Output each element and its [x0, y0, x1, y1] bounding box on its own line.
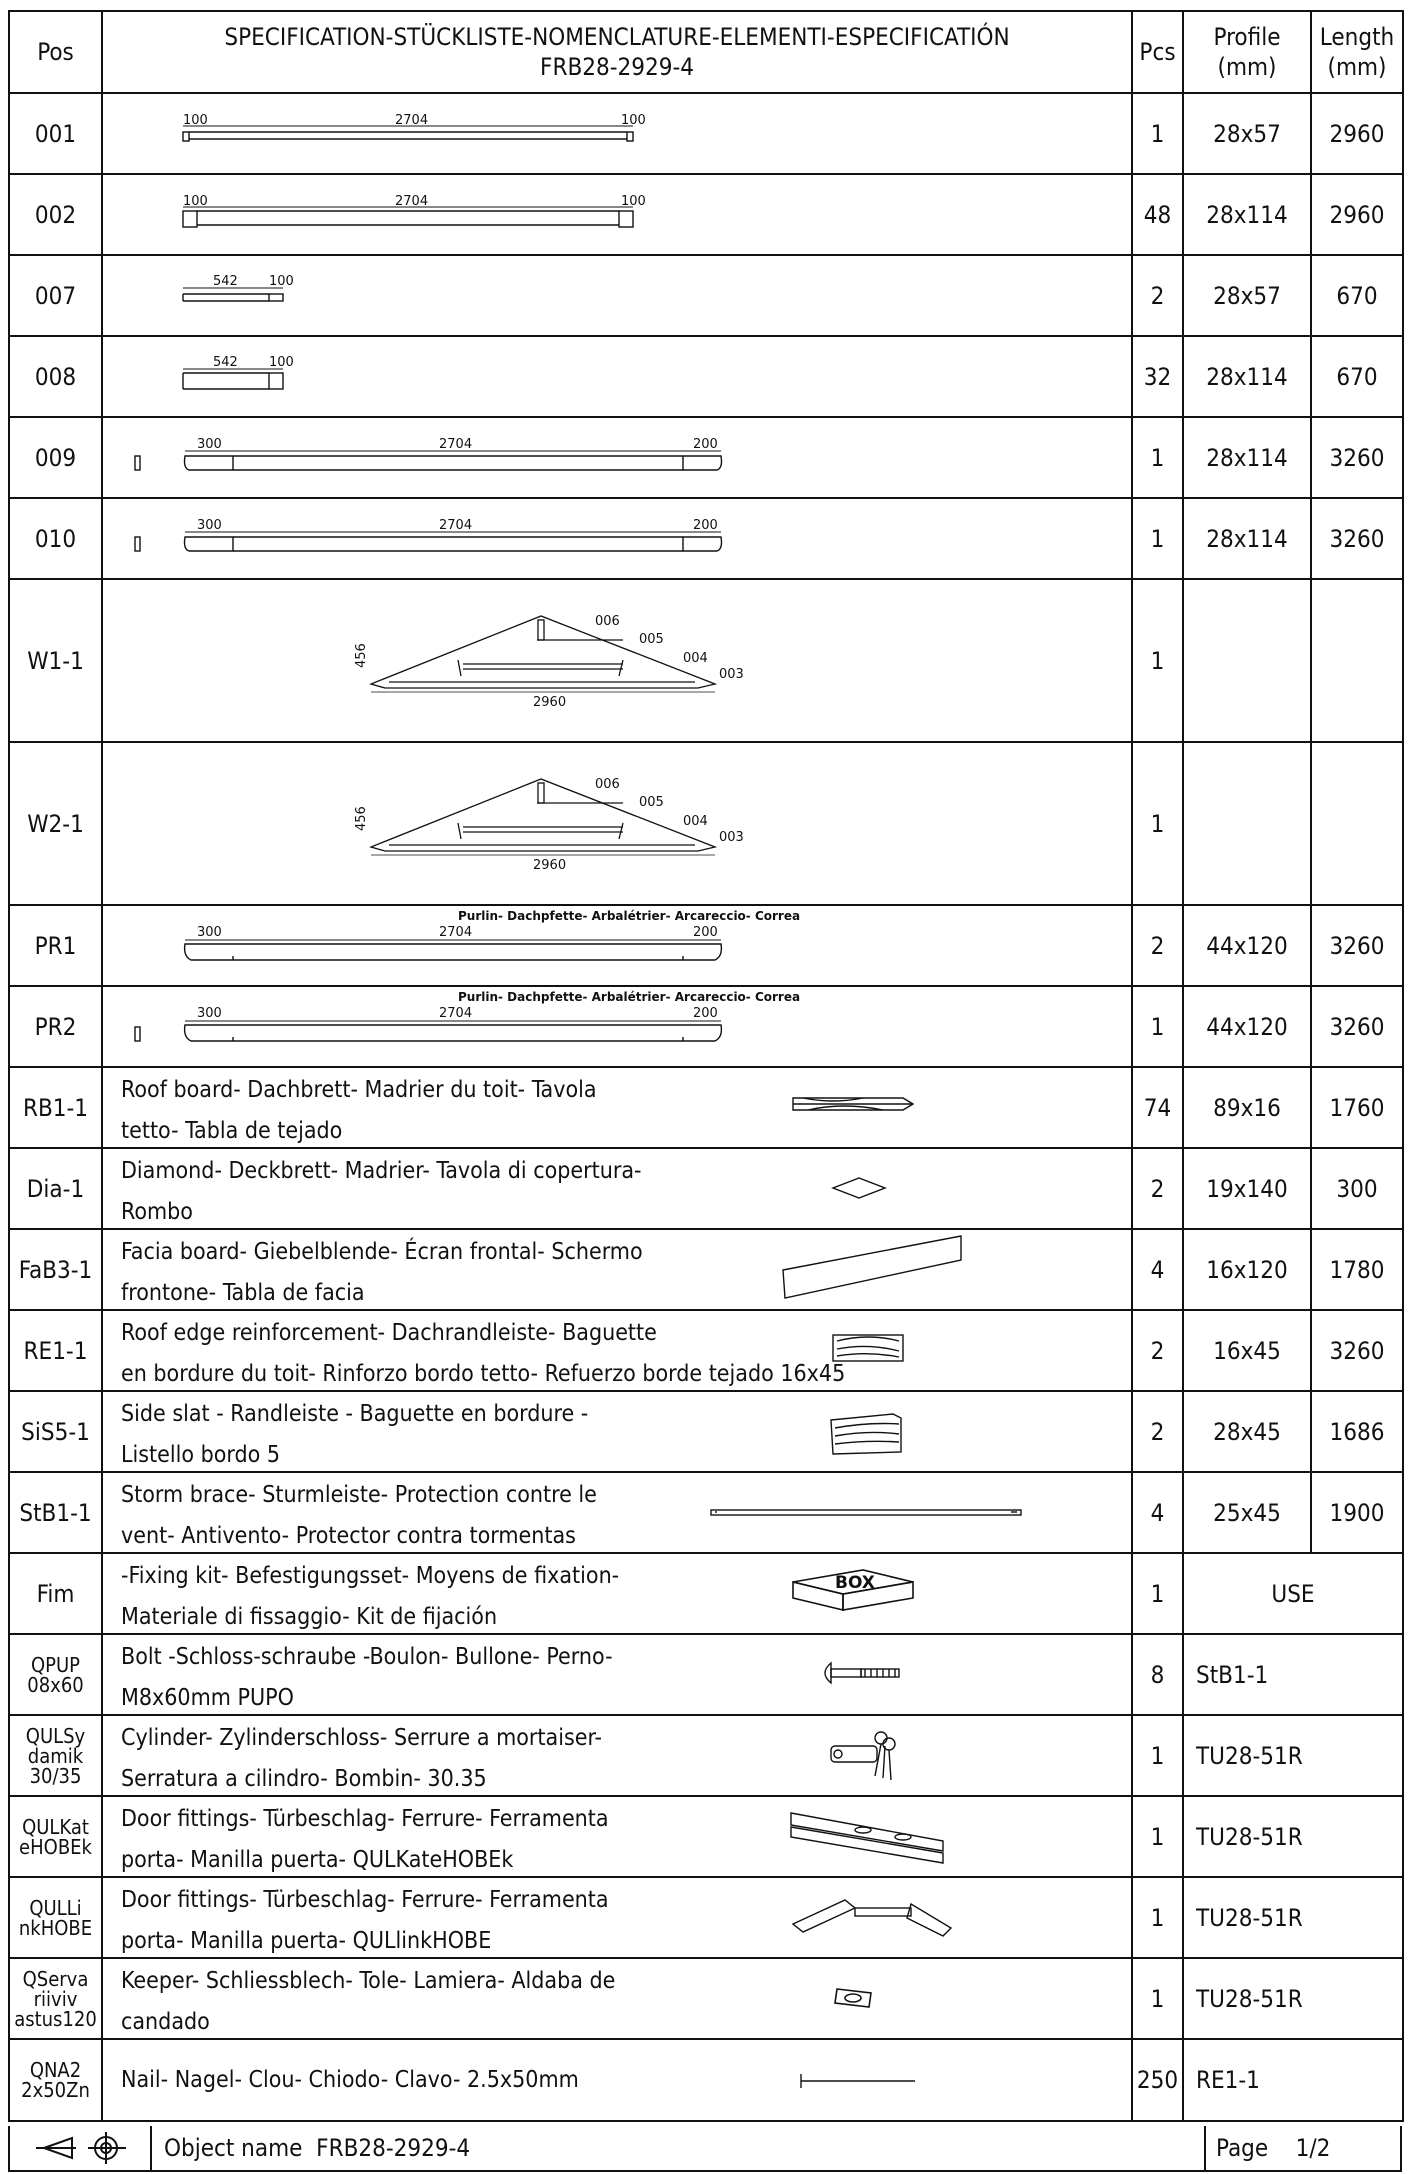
- dim-label: 2704: [439, 925, 473, 940]
- table-row: [9, 579, 1403, 742]
- dim-label: 300: [197, 1006, 222, 1021]
- use-cell: TU28-51R: [1183, 1877, 1403, 1958]
- truss-drawing: [103, 743, 1133, 906]
- pos-cell: 010: [9, 498, 102, 579]
- dim-label: 300: [197, 437, 222, 452]
- page-indicator: [1216, 2128, 1330, 2168]
- pos-cell: RB1-1: [9, 1067, 102, 1148]
- page-value: 1/2: [1295, 2134, 1331, 2162]
- part-label: 004: [683, 651, 708, 666]
- dim-label: 200: [693, 1006, 718, 1021]
- pos-cell: 001: [9, 93, 102, 174]
- pos-cell: 002: [9, 174, 102, 255]
- dim-label: 100: [183, 194, 208, 209]
- description-line: Side slat - Randleiste - Baguette en bordure -: [121, 1401, 589, 1427]
- description-line: Facia board- Giebelblende- Écran frontal- Schermo: [121, 1239, 643, 1265]
- board-drawing: [103, 337, 1133, 418]
- pcs-cell: 1: [1132, 986, 1183, 1067]
- purlin-caption: Purlin- Dachpfette- Arbalétrier- Arcareccio- Correa: [458, 909, 801, 923]
- pcs-cell: 2: [1132, 1391, 1183, 1472]
- pcs-cell: 1: [1132, 1796, 1183, 1877]
- purlin-caption: Purlin- Dachpfette- Arbalétrier- Arcareccio- Correa: [458, 990, 801, 1004]
- pcs-cell: 4: [1132, 1229, 1183, 1310]
- door-plate-icon: [103, 1797, 1133, 1878]
- description-line: en bordure du toit- Rinforzo bordo tetto- Refuerzo borde tejado 16x45: [121, 1361, 846, 1387]
- footer-divider: [1204, 2126, 1206, 2170]
- description-line: tetto- Tabla de tejado: [121, 1118, 343, 1144]
- dim-label: 542: [213, 355, 238, 370]
- dim-label: 200: [693, 437, 718, 452]
- dim-label: 2704: [439, 1006, 473, 1021]
- pos-cell: QPUP 08x60: [9, 1634, 102, 1715]
- use-cell: RE1-1: [1183, 2039, 1403, 2121]
- part-drawing: [102, 1067, 1132, 1148]
- pcs-cell: 1: [1132, 742, 1183, 905]
- purlin-drawing: [103, 987, 1133, 1068]
- table-row: [9, 417, 1403, 498]
- length-cell: 1900: [1311, 1472, 1403, 1553]
- length-cell: 3260: [1311, 905, 1403, 986]
- height-label: 456: [354, 806, 369, 831]
- dim-label: 100: [621, 194, 646, 209]
- dim-label: 100: [269, 355, 294, 370]
- part-label: 004: [683, 814, 708, 829]
- box-icon: [103, 1554, 1133, 1635]
- description-line: porta- Manilla puerta- QULKateHOBEk: [121, 1847, 514, 1873]
- description-line: porta- Manilla puerta- QULlinkHOBE: [121, 1928, 492, 1954]
- use-cell: TU28-51R: [1183, 1958, 1403, 2039]
- length-cell: 670: [1311, 255, 1403, 336]
- part-drawing: [102, 93, 1132, 174]
- part-drawing: [102, 1553, 1132, 1634]
- header-row: [9, 11, 1403, 93]
- length-cell: 3260: [1311, 986, 1403, 1067]
- part-label: 005: [639, 632, 664, 647]
- dim-label: 542: [213, 274, 238, 289]
- part-drawing: [102, 1715, 1132, 1796]
- edge-reinforcement-icon: [103, 1311, 1133, 1392]
- table-row: [9, 1796, 1403, 1877]
- table-row: [9, 93, 1403, 174]
- description-line: Door fittings- Türbeschlag- Ferrure- Ferramenta: [121, 1806, 609, 1832]
- part-label: 006: [595, 777, 620, 792]
- purlin-drawing: [103, 906, 1133, 987]
- description-line: Keeper- Schliessblech- Tole- Lamiera- Aldaba de: [121, 1968, 616, 1994]
- dim-label: 100: [183, 113, 208, 128]
- board-drawing: [103, 418, 1133, 499]
- profile-cell: 28x57: [1183, 93, 1311, 174]
- table-row: [9, 1148, 1403, 1229]
- part-drawing: [102, 1958, 1132, 2039]
- pos-cell: PR2: [9, 986, 102, 1067]
- profile-unit: (mm): [1217, 53, 1277, 81]
- height-label: 456: [354, 643, 369, 668]
- nail-icon: [103, 2040, 1133, 2122]
- table-row: [9, 905, 1403, 986]
- table-row: [9, 1877, 1403, 1958]
- pcs-cell: 2: [1132, 1310, 1183, 1391]
- use-cell: TU28-51R: [1183, 1796, 1403, 1877]
- door-handle-icon: [103, 1878, 1133, 1959]
- table-row: [9, 1715, 1403, 1796]
- pcs-cell: 8: [1132, 1634, 1183, 1715]
- profile-label: Profile: [1213, 23, 1281, 51]
- part-drawing: [102, 1148, 1132, 1229]
- part-drawing: [102, 1472, 1132, 1553]
- table-row: [9, 1067, 1403, 1148]
- profile-cell: [1183, 742, 1311, 905]
- projection-symbol: [10, 2126, 152, 2170]
- table-row: [9, 1634, 1403, 1715]
- pos-cell: QULLi nkHOBE: [9, 1877, 102, 1958]
- part-drawing: [102, 1310, 1132, 1391]
- profile-cell: 44x120: [1183, 986, 1311, 1067]
- bolt-icon: [103, 1635, 1133, 1716]
- box-label: BOX: [835, 1573, 875, 1593]
- pcs-cell: 1: [1132, 1877, 1183, 1958]
- pcs-cell: 1: [1132, 498, 1183, 579]
- pcs-cell: 2: [1132, 905, 1183, 986]
- dim-label: 300: [197, 925, 222, 940]
- length-cell: [1311, 579, 1403, 742]
- part-drawing: [102, 1391, 1132, 1472]
- description-line: Door fittings- Türbeschlag- Ferrure- Ferramenta: [121, 1887, 609, 1913]
- profile-cell: 89x16: [1183, 1067, 1311, 1148]
- object-name-value: FRB28-2929-4: [316, 2134, 471, 2162]
- length-label: Length: [1319, 23, 1395, 51]
- pcs-cell: 1: [1132, 1958, 1183, 2039]
- profile-cell: 16x45: [1183, 1310, 1311, 1391]
- pcs-cell: 1: [1132, 1715, 1183, 1796]
- length-cell: 300: [1311, 1148, 1403, 1229]
- part-drawing: [102, 417, 1132, 498]
- profile-cell: 28x114: [1183, 174, 1311, 255]
- pcs-cell: 1: [1132, 417, 1183, 498]
- length-cell: 2960: [1311, 174, 1403, 255]
- dim-label: 100: [269, 274, 294, 289]
- pcs-cell: 1: [1132, 1553, 1183, 1634]
- table-row: [9, 174, 1403, 255]
- page-label: Page: [1216, 2134, 1269, 2162]
- length-cell: 2960: [1311, 93, 1403, 174]
- dim-label: 200: [693, 518, 718, 533]
- profile-cell: 28x45: [1183, 1391, 1311, 1472]
- span-label: 2960: [533, 858, 567, 873]
- table-row: [9, 2039, 1403, 2121]
- pcs-header: Pcs: [1132, 11, 1183, 93]
- pcs-cell: 1: [1132, 579, 1183, 742]
- pos-cell: W2-1: [9, 742, 102, 905]
- profile-cell: 19x140: [1183, 1148, 1311, 1229]
- pcs-cell: 32: [1132, 336, 1183, 417]
- length-cell: 3260: [1311, 417, 1403, 498]
- truss-drawing: [103, 580, 1133, 743]
- pos-cell: Fim: [9, 1553, 102, 1634]
- pos-cell: StB1-1: [9, 1472, 102, 1553]
- pos-cell: QServa riiviv astus120: [9, 1958, 102, 2039]
- part-label: 003: [719, 830, 744, 845]
- table-row: [9, 498, 1403, 579]
- part-drawing: [102, 579, 1132, 742]
- dim-label: 2704: [395, 113, 429, 128]
- part-drawing: [102, 2039, 1132, 2121]
- pcs-cell: 2: [1132, 255, 1183, 336]
- table-row: [9, 986, 1403, 1067]
- description-line: candado: [121, 2009, 210, 2035]
- part-drawing: [102, 336, 1132, 417]
- pos-header: Pos: [9, 11, 102, 93]
- description-line: Nail- Nagel- Clou- Chiodo- Clavo- 2.5x50mm: [121, 2067, 579, 2093]
- pcs-cell: 2: [1132, 1148, 1183, 1229]
- pcs-cell: 48: [1132, 174, 1183, 255]
- table-row: [9, 336, 1403, 417]
- part-label: 003: [719, 667, 744, 682]
- table-row: [9, 1958, 1403, 2039]
- pos-cell: QNA2 2x50Zn: [9, 2039, 102, 2121]
- table-row: [9, 1472, 1403, 1553]
- length-cell: 3260: [1311, 498, 1403, 579]
- part-drawing: [102, 742, 1132, 905]
- part-drawing: [102, 1877, 1132, 1958]
- projection-icon: [10, 2126, 150, 2170]
- part-drawing: [102, 498, 1132, 579]
- description-line: Listello bordo 5: [121, 1442, 281, 1468]
- part-drawing: [102, 1796, 1132, 1877]
- pcs-cell: 250: [1132, 2039, 1183, 2121]
- profile-cell: [1183, 579, 1311, 742]
- length-cell: 1686: [1311, 1391, 1403, 1472]
- description-line: Diamond- Deckbrett- Madrier- Tavola di copertura-: [121, 1158, 642, 1184]
- pos-cell: FaB3-1: [9, 1229, 102, 1310]
- length-cell: 1780: [1311, 1229, 1403, 1310]
- storm-brace-icon: [103, 1473, 1133, 1554]
- pos-cell: RE1-1: [9, 1310, 102, 1391]
- description-line: Materiale di fissaggio- Kit de fijación: [121, 1604, 498, 1630]
- part-drawing: [102, 174, 1132, 255]
- pos-cell: 008: [9, 336, 102, 417]
- part-drawing: [102, 255, 1132, 336]
- table-row: [9, 1229, 1403, 1310]
- dim-label: 300: [197, 518, 222, 533]
- diamond-icon: [103, 1149, 1133, 1230]
- table-row: [9, 255, 1403, 336]
- board-drawing: [103, 175, 1133, 256]
- pos-cell: 009: [9, 417, 102, 498]
- description-line: Bolt -Schloss-schraube -Boulon- Bullone- Perno-: [121, 1644, 613, 1670]
- length-cell: 3260: [1311, 1310, 1403, 1391]
- board-drawing: [103, 499, 1133, 580]
- cylinder-lock-icon: [103, 1716, 1133, 1797]
- part-label: 005: [639, 795, 664, 810]
- pcs-cell: 1: [1132, 93, 1183, 174]
- table-row: [9, 1310, 1403, 1391]
- profile-cell: 28x114: [1183, 417, 1311, 498]
- description-line: vent- Antivento- Protector contra tormentas: [121, 1523, 576, 1549]
- part-drawing: [102, 905, 1132, 986]
- dim-label: 2704: [395, 194, 429, 209]
- title-line-2: FRB28-2929-4: [540, 53, 694, 81]
- title-line-1: SPECIFICATION-STÜCKLISTE-NOMENCLATURE-ELEMENTI-ESPECIFICATIÓN: [224, 23, 1010, 51]
- length-cell: [1311, 742, 1403, 905]
- side-slat-icon: [103, 1392, 1133, 1473]
- roof-board-icon: [103, 1068, 1133, 1149]
- description-line: Storm brace- Sturmleiste- Protection contre le: [121, 1482, 597, 1508]
- dim-label: 2704: [439, 518, 473, 533]
- description-line: Roof edge reinforcement- Dachrandleiste- Baguette: [121, 1320, 657, 1346]
- description-line: Roof board- Dachbrett- Madrier du toit- Tavola: [121, 1077, 597, 1103]
- pos-cell: 007: [9, 255, 102, 336]
- board-drawing: [103, 256, 1133, 337]
- part-drawing: [102, 986, 1132, 1067]
- part-label: 006: [595, 614, 620, 629]
- length-header: [1311, 11, 1403, 93]
- description-line: -Fixing kit- Befestigungsset- Moyens de fixation-: [121, 1563, 620, 1589]
- title-header: [102, 11, 1132, 93]
- specification-table: [8, 10, 1404, 2122]
- use-cell: USE: [1183, 1553, 1403, 1634]
- dim-label: 2704: [439, 437, 473, 452]
- pos-cell: QULKat eHOBEk: [9, 1796, 102, 1877]
- board-drawing: [103, 94, 1133, 175]
- pos-cell: QULSy damik 30/35: [9, 1715, 102, 1796]
- description-line: Serratura a cilindro- Bombin- 30.35: [121, 1766, 487, 1792]
- table-row: [9, 1553, 1403, 1634]
- facia-board-icon: [103, 1230, 1133, 1311]
- profile-cell: 28x57: [1183, 255, 1311, 336]
- description-line: Cylinder- Zylinderschloss- Serrure a mortaiser-: [121, 1725, 602, 1751]
- use-cell: StB1-1: [1183, 1634, 1403, 1715]
- pos-cell: W1-1: [9, 579, 102, 742]
- profile-cell: 28x114: [1183, 498, 1311, 579]
- length-unit: (mm): [1327, 53, 1387, 81]
- profile-cell: 28x114: [1183, 336, 1311, 417]
- part-drawing: [102, 1634, 1132, 1715]
- span-label: 2960: [533, 695, 567, 710]
- profile-cell: 44x120: [1183, 905, 1311, 986]
- table-row: [9, 1391, 1403, 1472]
- pcs-cell: 74: [1132, 1067, 1183, 1148]
- pos-cell: PR1: [9, 905, 102, 986]
- description-line: M8x60mm PUPO: [121, 1685, 294, 1711]
- profile-cell: 25x45: [1183, 1472, 1311, 1553]
- table-row: [9, 742, 1403, 905]
- keeper-icon: [103, 1959, 1133, 2040]
- length-cell: 1760: [1311, 1067, 1403, 1148]
- object-name: [164, 2128, 470, 2168]
- profile-header: [1183, 11, 1311, 93]
- pos-cell: SiS5-1: [9, 1391, 102, 1472]
- pos-cell: Dia-1: [9, 1148, 102, 1229]
- specification-sheet: [8, 10, 1402, 2164]
- part-drawing: [102, 1229, 1132, 1310]
- profile-cell: 16x120: [1183, 1229, 1311, 1310]
- footer-bar: [8, 2126, 1402, 2172]
- dim-label: 100: [621, 113, 646, 128]
- pcs-cell: 4: [1132, 1472, 1183, 1553]
- description-line: frontone- Tabla de facia: [121, 1280, 365, 1306]
- description-line: Rombo: [121, 1199, 193, 1225]
- object-name-label: Object name: [164, 2134, 303, 2162]
- dim-label: 200: [693, 925, 718, 940]
- use-cell: TU28-51R: [1183, 1715, 1403, 1796]
- length-cell: 670: [1311, 336, 1403, 417]
